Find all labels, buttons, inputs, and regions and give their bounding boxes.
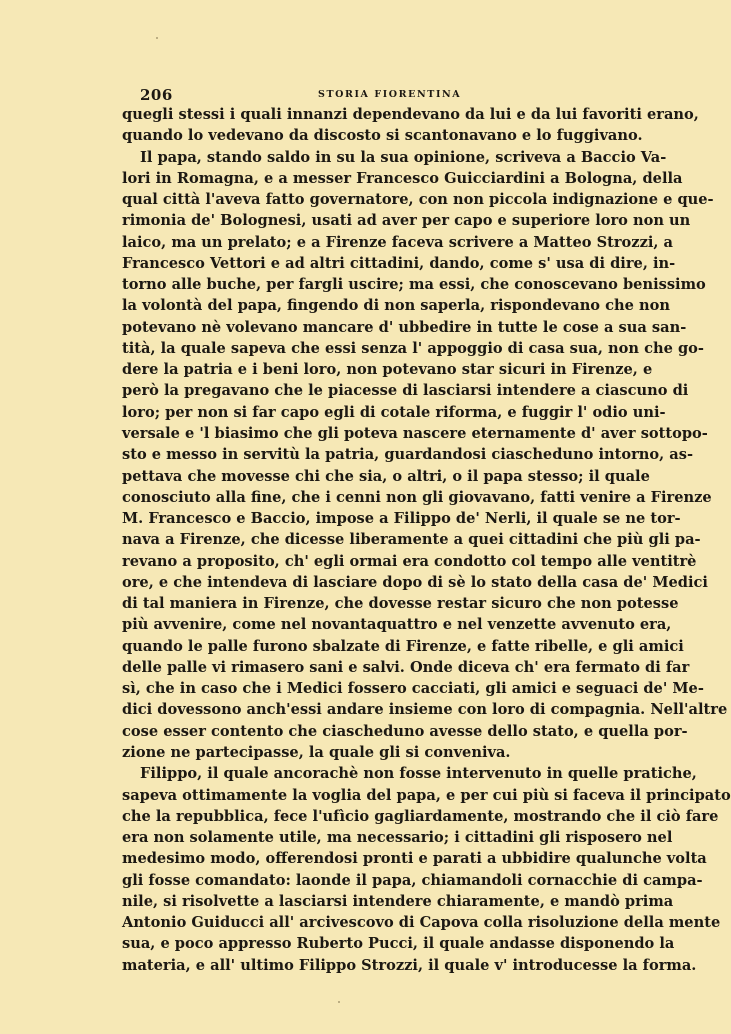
- running-title: STORIA FIORENTINA: [318, 89, 462, 100]
- page-number: 206: [140, 86, 173, 104]
- body-text: [122, 104, 731, 976]
- paper-speck: [156, 37, 158, 39]
- text-line: sto e messo in servitù la patria, guardandosi ciascheduno intorno, as-: [122, 446, 694, 464]
- text-line: conosciuto alla fine, che i cenni non gli giovavano, fatti venire a Firenze: [122, 488, 712, 506]
- text-line: più avvenire, come nel novantaquattro e nel venzette avvenuto era,: [122, 616, 672, 634]
- paragraph-start-line: Il papa, stando saldo in su la sua opinione, scriveva a Baccio Va-: [140, 148, 667, 166]
- text-line: lori in Romagna, e a messer Francesco Guicciardini a Bologna, della: [122, 169, 683, 187]
- text-line: che la repubblica, fece l'ufìcio gagliardamente, mostrando che il ciò fare: [122, 807, 719, 825]
- text-line: ore, e che intendeva di lasciare dopo di sè lo stato della casa de' Medici: [122, 573, 708, 591]
- text-line: loro; per non si far capo egli di cotale riforma, e fuggir l' odio uni-: [122, 403, 666, 421]
- text-line: potevano nè volevano mancare d' ubbedire in tutte le cose a sua san-: [122, 318, 687, 336]
- text-line: zione ne partecipasse, la quale gli si conveniva.: [122, 743, 511, 761]
- text-line: nava a Firenze, che dicesse liberamente a quei cittadini che più gli pa-: [122, 531, 701, 549]
- text-line: quando lo vedevano da discosto si scantonavano e lo fuggivano.: [122, 127, 643, 145]
- text-line: rimonia de' Bolognesi, usati ad aver per capo e superiore loro non un: [122, 212, 691, 230]
- paper-speck: [338, 1001, 340, 1003]
- text-line: sapeva ottimamente la voglia del papa, e per cui più si faceva il principato: [122, 786, 731, 804]
- text-line: M. Francesco e Baccio, impose a Filippo de' Nerli, il quale se ne tor-: [122, 510, 681, 528]
- text-line: quegli stessi i quali innanzi dependevano da lui e da lui favoriti erano,: [122, 106, 699, 123]
- text-line: gli fosse comandato: laonde il papa, chiamandoli cornacchie di campa-: [122, 871, 703, 889]
- text-line: laico, ma un prelato; e a Firenze faceva scrivere a Matteo Strozzi, a: [122, 233, 674, 251]
- text-line: era non solamente utile, ma necessario; i cittadini gli risposero nel: [122, 829, 673, 847]
- text-line: sua, e poco appresso Ruberto Pucci, il quale andasse disponendo la: [122, 935, 675, 953]
- text-line: la volontà del papa, fingendo di non saperla, rispondevano che non: [122, 297, 670, 315]
- text-line: Francesco Vettori e ad altri cittadini, dando, come s' usa di dire, in-: [122, 254, 676, 272]
- paragraph-start-line: Filippo, il quale ancorachè non fosse intervenuto in quelle pratiche,: [140, 765, 697, 783]
- text-line: quando le palle furono sbalzate di Firenze, e fatte ribelle, e gli amici: [122, 637, 684, 655]
- text-line: qual città l'aveva fatto governatore, con non piccola indignazione e que-: [122, 191, 714, 209]
- text-line: torno alle buche, per fargli uscire; ma essi, che conoscevano benissimo: [122, 276, 706, 294]
- text-line: però la pregavano che le piacesse di lasciarsi intendere a ciascuno di: [122, 382, 689, 400]
- text-line: cose esser contento che ciascheduno avesse dello stato, e quella por-: [122, 722, 688, 740]
- text-line: delle palle vi rimasero sani e salvi. Onde diceva ch' era fermato di far: [122, 658, 690, 676]
- text-line: medesimo modo, offerendosi pronti e parati a ubbidire qualunche volta: [122, 850, 707, 868]
- text-line: pettava che movesse chi che sia, o altri, o il papa stesso; il quale: [122, 467, 650, 485]
- text-line: versale e 'l biasimo che gli poteva nascere eternamente d' aver sottopo-: [122, 424, 708, 442]
- text-line: dici dovessono anch'essi andare insieme con loro di compagnia. Nell'altre: [122, 701, 728, 719]
- text-line: nile, si risolvette a lasciarsi intendere chiaramente, e mandò prima: [122, 892, 674, 910]
- page-header: [140, 86, 570, 104]
- text-line: Antonio Guiducci all' arcivescovo di Capova colla risoluzione della mente: [122, 914, 721, 932]
- text-line: revano a proposito, ch' egli ormai era condotto col tempo alle ventitrè: [122, 552, 697, 570]
- text-line: tità, la quale sapeva che essi senza l' appoggio di casa sua, non che go-: [122, 339, 704, 357]
- text-line: dere la patria e i beni loro, non potevano star sicuri in Firenze, e: [122, 361, 653, 379]
- text-line: materia, e all' ultimo Filippo Strozzi, il quale v' introducesse la forma.: [122, 956, 697, 974]
- text-line: sì, che in caso che i Medici fossero cacciati, gli amici e seguaci de' Me-: [122, 680, 704, 698]
- text-line: di tal maniera in Firenze, che dovesse restar sicuro che non potesse: [122, 595, 679, 613]
